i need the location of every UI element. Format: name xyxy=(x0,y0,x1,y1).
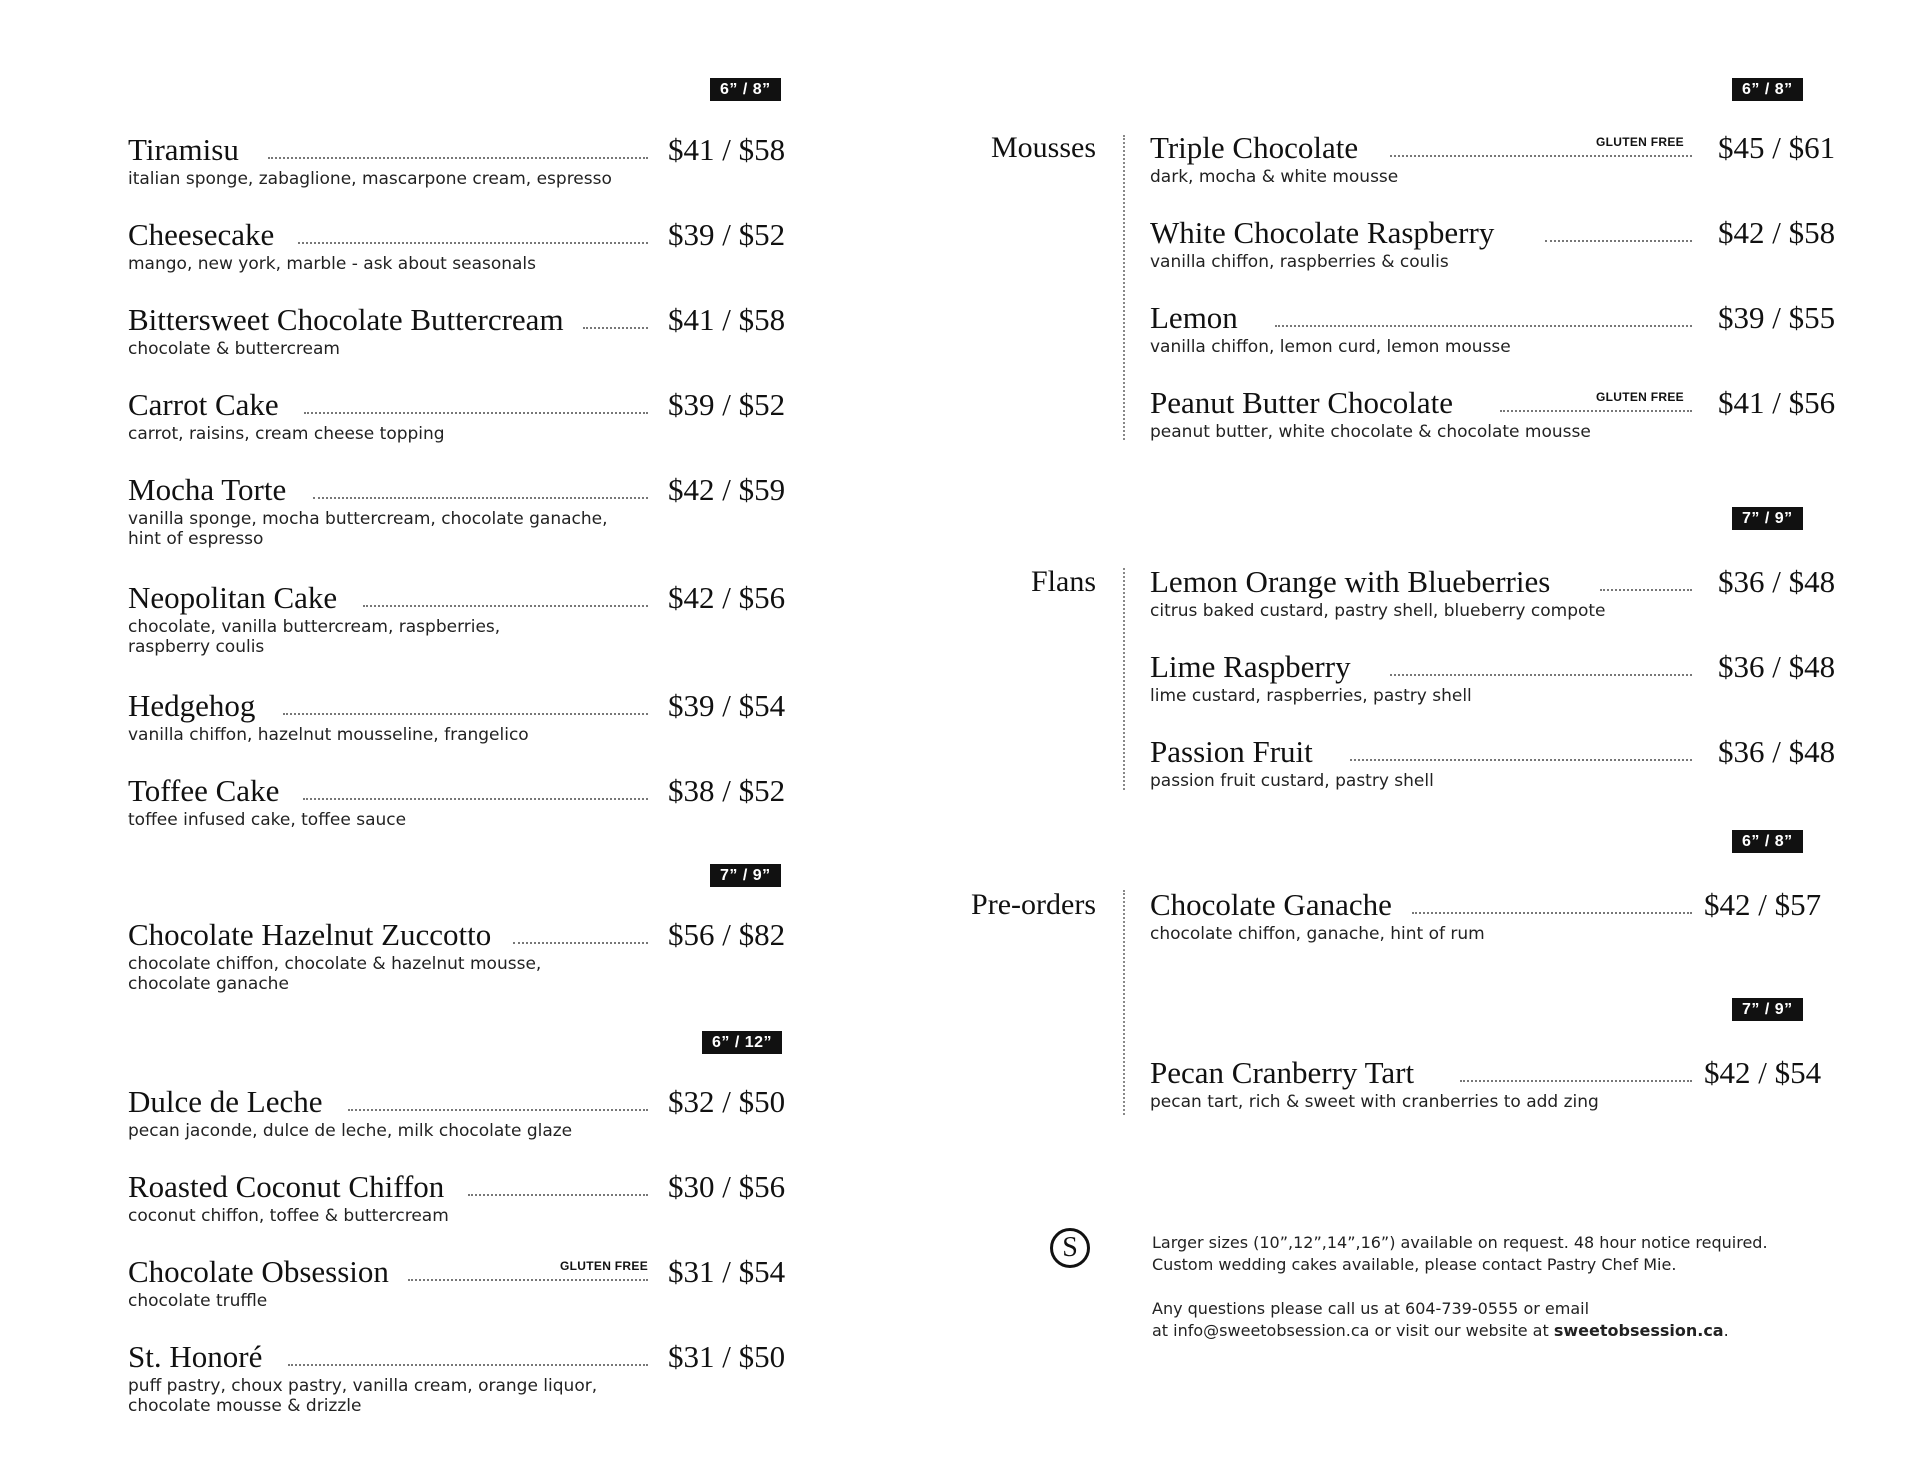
menu-item-mocha-torte xyxy=(128,470,788,550)
item-price: $36 / $48 xyxy=(1718,649,1836,684)
menu-item-lime-raspberry xyxy=(1150,647,1850,707)
dot-leader xyxy=(1350,759,1692,761)
gluten-free-tag: GLUTEN FREE xyxy=(1592,135,1684,149)
dot-leader xyxy=(1500,410,1692,412)
dot-leader xyxy=(288,1364,648,1366)
dot-leader xyxy=(1412,912,1692,914)
item-description: raspberry coulis xyxy=(128,637,265,657)
item-price: $30 / $56 xyxy=(668,1169,786,1204)
item-name: Lemon Orange with Blueberries xyxy=(1150,564,1551,599)
item-description: citrus baked custard, pastry shell, blueberry compote xyxy=(1150,601,1606,621)
menu-item-triple-chocolate xyxy=(1150,128,1850,188)
footer-period: . xyxy=(1723,1321,1729,1340)
item-description: vanilla sponge, mocha buttercream, chocolate ganache, xyxy=(128,509,608,529)
item-description: vanilla chiffon, hazelnut mousseline, frangelico xyxy=(128,725,529,745)
item-price: $42 / $58 xyxy=(1718,215,1836,250)
dot-leader xyxy=(304,412,648,414)
category-divider xyxy=(1123,568,1125,790)
item-price: $36 / $48 xyxy=(1718,564,1836,599)
menu-item-chocolate-ganache xyxy=(1150,885,1850,945)
item-description: mango, new york, marble - ask about seasonals xyxy=(128,254,537,274)
item-name: Dulce de Leche xyxy=(128,1084,323,1119)
menu-item-pecan-cranberry-tart xyxy=(1150,1053,1850,1113)
item-name: Peanut Butter Chocolate xyxy=(1150,385,1454,420)
dot-leader xyxy=(283,713,648,715)
item-description: pecan tart, rich & sweet with cranberries to add zing xyxy=(1150,1092,1599,1112)
menu-item-neopolitan xyxy=(128,578,788,658)
item-description: peanut butter, white chocolate & chocolate mousse xyxy=(1150,422,1591,442)
item-description: carrot, raisins, cream cheese topping xyxy=(128,424,445,444)
menu-item-peanut-butter-chocolate xyxy=(1150,383,1850,443)
dot-leader xyxy=(1390,155,1692,157)
dot-leader xyxy=(583,327,648,329)
website-link[interactable]: sweetobsession.ca xyxy=(1553,1321,1724,1340)
size-badge-flans: 7” / 9” xyxy=(1732,507,1803,530)
item-price: $42 / $59 xyxy=(668,472,786,507)
item-price: $32 / $50 xyxy=(668,1084,786,1119)
dot-leader xyxy=(1390,674,1692,676)
dot-leader xyxy=(303,798,648,800)
item-name: Cheesecake xyxy=(128,217,275,252)
item-price: $39 / $54 xyxy=(668,688,786,723)
item-price: $31 / $54 xyxy=(668,1254,786,1289)
menu-item-white-chocolate-raspberry xyxy=(1150,213,1850,273)
item-name: Passion Fruit xyxy=(1150,734,1313,769)
dot-leader xyxy=(363,605,648,607)
dot-leader xyxy=(468,1194,648,1196)
item-name: Chocolate Hazelnut Zuccotto xyxy=(128,917,492,952)
sweet-obsession-logo: S xyxy=(1050,1228,1090,1268)
item-price: $45 / $61 xyxy=(1718,130,1836,165)
dot-leader xyxy=(1460,1080,1692,1082)
item-price: $31 / $50 xyxy=(668,1339,786,1374)
item-price: $39 / $52 xyxy=(668,387,786,422)
item-description: toffee infused cake, toffee sauce xyxy=(128,810,407,830)
category-pre-orders: Pre-orders xyxy=(971,888,1096,921)
item-name: Triple Chocolate xyxy=(1150,130,1359,165)
dot-leader xyxy=(348,1109,648,1111)
item-description: pecan jaconde, dulce de leche, milk chocolate glaze xyxy=(128,1121,573,1141)
menu-item-passion-fruit xyxy=(1150,732,1850,792)
item-name: Lemon xyxy=(1150,300,1238,335)
footer-wedding-note: Custom wedding cakes available, please contact Pastry Chef Mie. xyxy=(1152,1255,1677,1274)
item-price: $56 / $82 xyxy=(668,917,786,952)
item-price: $42 / $54 xyxy=(1704,1055,1822,1090)
item-description: chocolate, vanilla buttercream, raspberries, xyxy=(128,617,501,637)
size-badge-zuccotto: 7” / 9” xyxy=(710,864,781,887)
footer-notes xyxy=(1152,1232,1768,1342)
dot-leader xyxy=(408,1279,648,1281)
footer-email-text: at info@sweetobsession.ca or visit our website at xyxy=(1152,1321,1554,1340)
item-description: hint of espresso xyxy=(128,529,264,549)
menu-item-hedgehog xyxy=(128,686,788,746)
item-name: Toffee Cake xyxy=(128,773,280,808)
category-flans: Flans xyxy=(1030,565,1096,598)
menu-item-lemon-orange-blueberries xyxy=(1150,562,1850,622)
item-description: chocolate truffle xyxy=(128,1291,268,1311)
category-mousses: Mousses xyxy=(990,131,1096,164)
menu-item-carrot-cake xyxy=(128,385,788,445)
dot-leader xyxy=(298,242,648,244)
item-name: White Chocolate Raspberry xyxy=(1150,215,1495,250)
item-price: $36 / $48 xyxy=(1718,734,1836,769)
item-price: $41 / $58 xyxy=(668,132,786,167)
item-price: $39 / $52 xyxy=(668,217,786,252)
gluten-free-tag: GLUTEN FREE xyxy=(1592,390,1684,404)
item-name: Tiramisu xyxy=(128,132,239,167)
menu-item-dulce-de-leche xyxy=(128,1082,788,1142)
category-divider xyxy=(1123,135,1125,440)
item-name: Carrot Cake xyxy=(128,387,279,422)
item-description: chocolate chiffon, chocolate & hazelnut mousse, xyxy=(128,954,542,974)
gluten-free-tag: GLUTEN FREE xyxy=(556,1259,648,1273)
size-badge-tortes: 6” / 12” xyxy=(702,1031,782,1054)
category-divider xyxy=(1123,890,1125,1115)
item-name: Neopolitan Cake xyxy=(128,580,338,615)
size-badge-cakes: 6” / 8” xyxy=(710,78,781,101)
item-description: italian sponge, zabaglione, mascarpone cream, espresso xyxy=(128,169,612,189)
item-description: chocolate ganache xyxy=(128,974,289,994)
item-price: $41 / $58 xyxy=(668,302,786,337)
item-description: chocolate chiffon, ganache, hint of rum xyxy=(1150,924,1485,944)
item-description: passion fruit custard, pastry shell xyxy=(1150,771,1434,791)
item-name: Mocha Torte xyxy=(128,472,287,507)
item-name: St. Honoré xyxy=(128,1339,263,1374)
item-name: Pecan Cranberry Tart xyxy=(1150,1055,1415,1090)
dot-leader xyxy=(513,942,648,944)
menu-item-zuccotto xyxy=(128,915,788,995)
item-price: $42 / $57 xyxy=(1704,887,1822,922)
item-name: Bittersweet Chocolate Buttercream xyxy=(128,302,564,337)
item-name: Chocolate Ganache xyxy=(1150,887,1392,922)
dot-leader xyxy=(1545,240,1692,242)
menu-item-toffee-cake xyxy=(128,771,788,831)
menu-item-bittersweet xyxy=(128,300,788,360)
item-price: $41 / $56 xyxy=(1718,385,1836,420)
item-name: Chocolate Obsession xyxy=(128,1254,389,1289)
item-description: vanilla chiffon, lemon curd, lemon mousse xyxy=(1150,337,1511,357)
item-name: Roasted Coconut Chiffon xyxy=(128,1169,445,1204)
item-description: chocolate mousse & drizzle xyxy=(128,1396,362,1416)
item-description: coconut chiffon, toffee & buttercream xyxy=(128,1206,449,1226)
item-description: dark, mocha & white mousse xyxy=(1150,167,1399,187)
item-description: chocolate & buttercream xyxy=(128,339,340,359)
size-badge-tart: 7” / 9” xyxy=(1732,998,1803,1021)
footer-contact-line: Any questions please call us at 604-739-0555 or email xyxy=(1152,1299,1590,1318)
menu-item-coconut-chiffon xyxy=(128,1167,788,1227)
dot-leader xyxy=(1275,325,1692,327)
dot-leader xyxy=(313,497,648,499)
item-name: Lime Raspberry xyxy=(1150,649,1351,684)
item-description: puff pastry, choux pastry, vanilla cream, orange liquor, xyxy=(128,1376,598,1396)
item-name: Hedgehog xyxy=(128,688,256,723)
item-description: lime custard, raspberries, pastry shell xyxy=(1150,686,1472,706)
menu-item-lemon xyxy=(1150,298,1850,358)
item-price: $39 / $55 xyxy=(1718,300,1836,335)
menu-item-st-honore xyxy=(128,1337,788,1417)
item-price: $42 / $56 xyxy=(668,580,786,615)
dot-leader xyxy=(268,157,648,159)
footer-contact-line-2 xyxy=(1152,1320,1768,1342)
menu-item-tiramisu xyxy=(128,130,788,190)
menu-item-chocolate-obsession xyxy=(128,1252,788,1312)
item-price: $38 / $52 xyxy=(668,773,786,808)
size-badge-mousses: 6” / 8” xyxy=(1732,78,1803,101)
footer-sizes-note: Larger sizes (10”,12”,14”,16”) available on request. 48 hour notice required. xyxy=(1152,1233,1768,1252)
item-description: vanilla chiffon, raspberries & coulis xyxy=(1150,252,1449,272)
dot-leader xyxy=(1600,589,1692,591)
menu-item-cheesecake xyxy=(128,215,788,275)
size-badge-preorders: 6” / 8” xyxy=(1732,830,1803,853)
